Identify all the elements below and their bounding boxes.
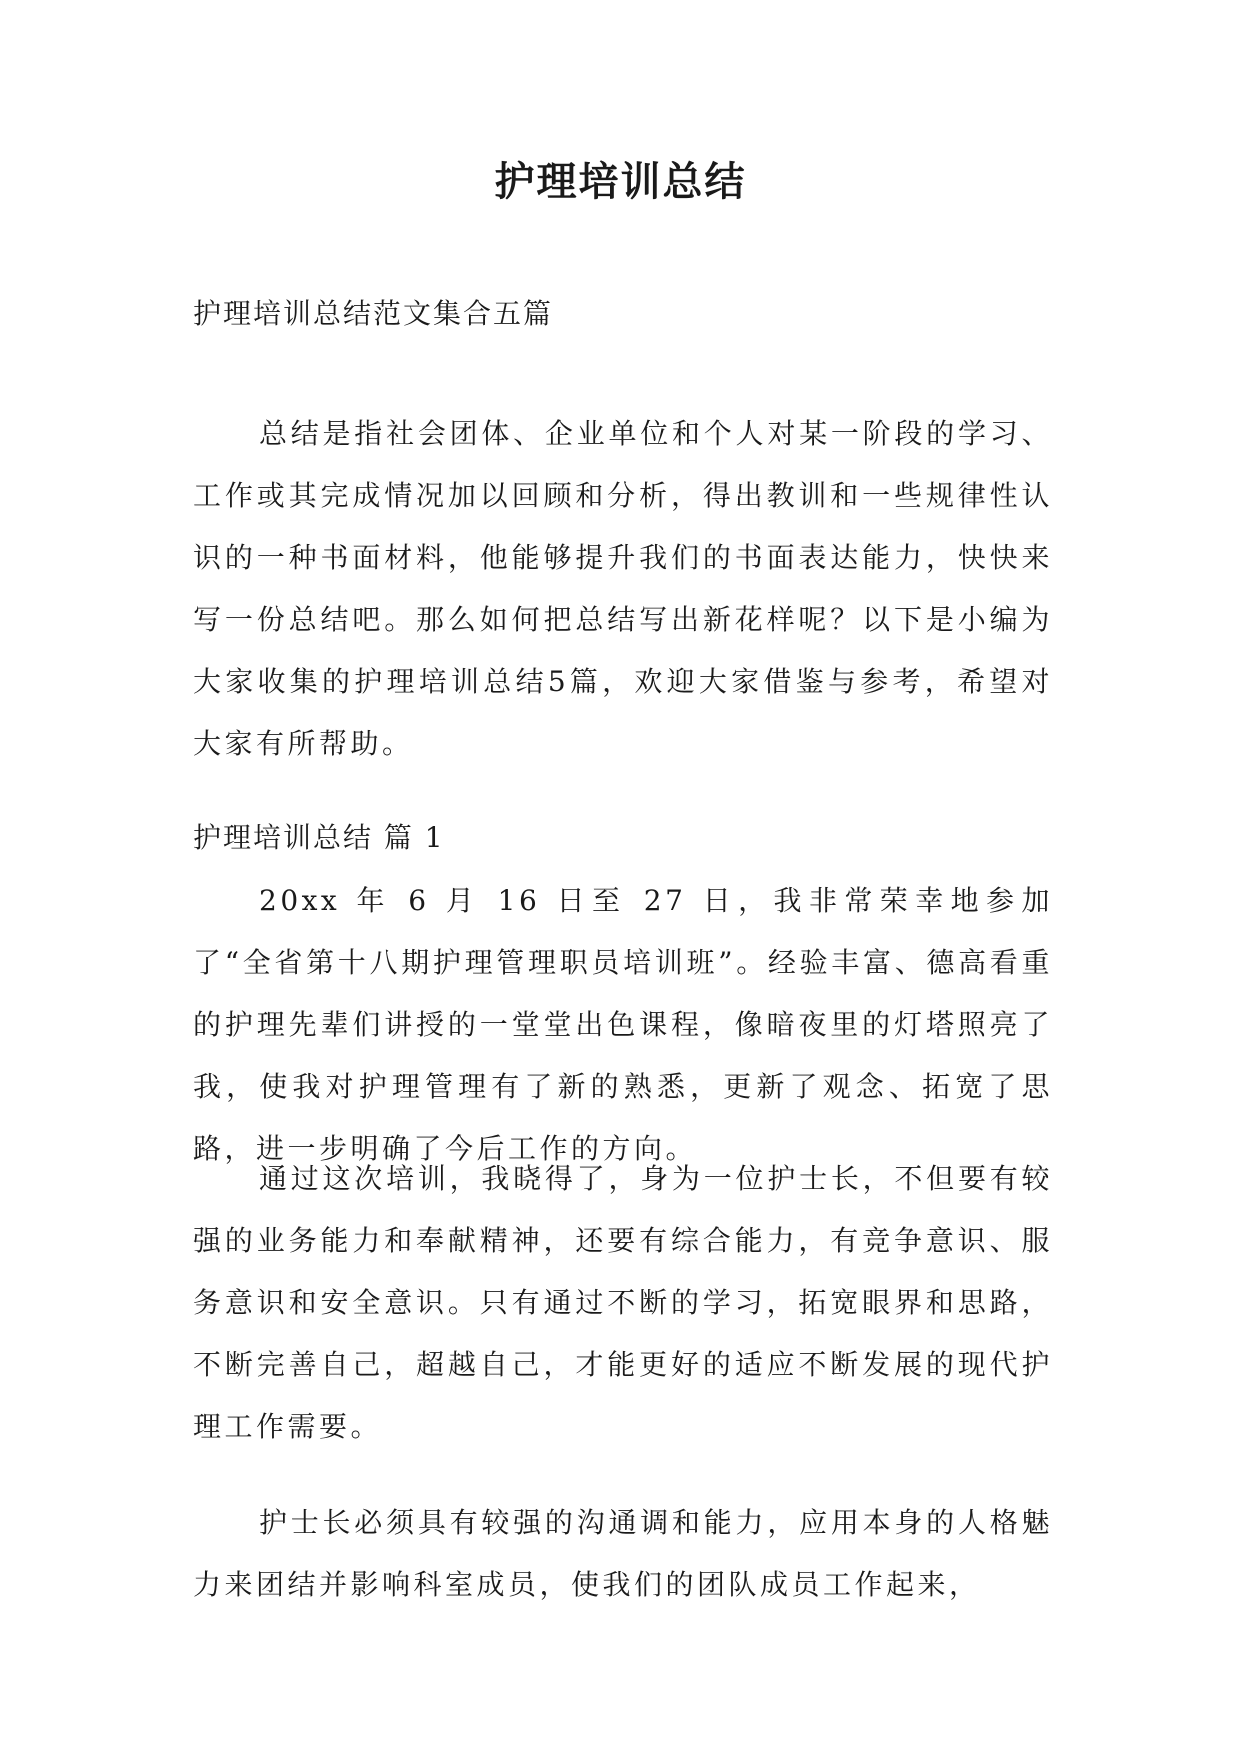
body-paragraph-2: 通过这次培训，我晓得了，身为一位护士长，不但要有较强的业务能力和奉献精神，还要有综合能力，有竞争意识、服务意识和安全意识。只有通过不断的学习，拓宽眼界和思路，不断完善自己，超越自己，才能更好的适应不断发展的现代护理工作需要。 — [193, 1162, 1053, 1443]
document-subtitle: 护理培训总结范文集合五篇 — [193, 297, 554, 330]
section-heading-1: 护理培训总结 篇 1 — [193, 821, 445, 854]
document-title: 护理培训总结 — [494, 158, 747, 205]
body-paragraph-3: 护士长必须具有较强的沟通调和能力，应用本身的人格魅力来团结并影响科室成员，使我们的团队成员工作起来， — [193, 1506, 1053, 1601]
body-paragraph-1: 20xx 年 6 月 16 日至 27 日，我非常荣幸地参加了“全省第十八期护理管理职员培训班”。经验丰富、德高看重的护理先辈们讲授的一堂堂出色课程，像暗夜里的灯塔照亮了我，使我对护理管理有了新的熟悉，更新了观念、拓宽了思路，进一步明确了今后工作的方向。 — [193, 884, 1053, 1165]
intro-paragraph: 总结是指社会团体、企业单位和个人对某一阶段的学习、工作或其完成情况加以回顾和分析，得出教训和一些规律性认识的一种书面材料，他能够提升我们的书面表达能力，快快来写一份总结吧。那么如何把总结写出新花样呢？以下是小编为大家收集的护理培训总结5篇，欢迎大家借鉴与参考，希望对大家有所帮助。 — [193, 417, 1053, 760]
